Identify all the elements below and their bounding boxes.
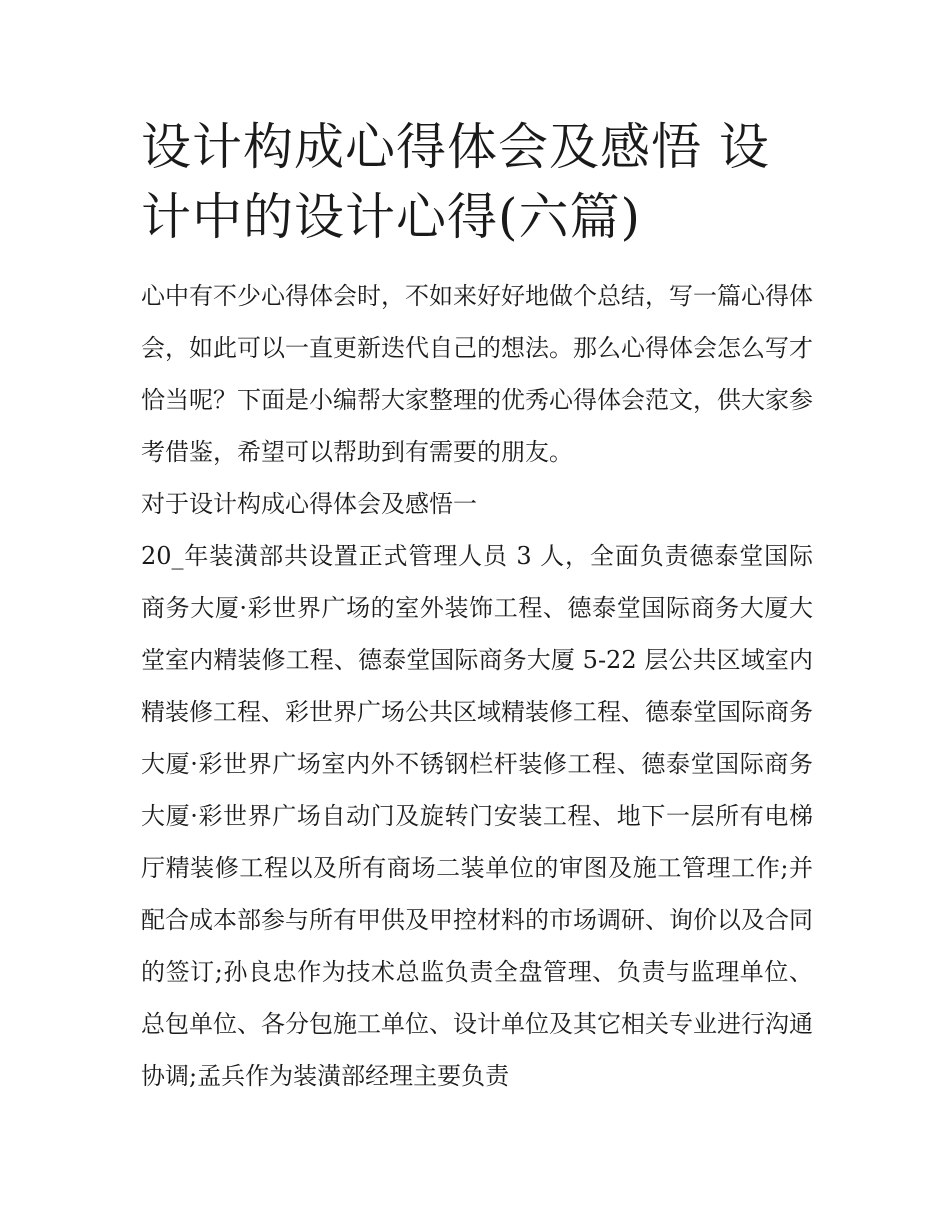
intro-paragraph: 心中有不少心得体会时，不如来好好地做个总结，写一篇心得体会，如此可以一直更新迭代自己的想法。那么心得体会怎么写才恰当呢？下面是小编帮大家整理的优秀心得体会范文，供大家参考借鉴，希望可以帮助到有需要的朋友。	[141, 282, 813, 466]
body-paragraph: 20_年装潢部共设置正式管理人员 3 人，全面负责德泰堂国际商务大厦·彩世界广场的室外装饰工程、德泰堂国际商务大厦大堂室内精装修工程、德泰堂国际商务大厦 5-22 层公共区域室内精装修工程、彩世界广场公共区域精装修工程、德泰堂国际商务大厦·彩世界广场室内外不锈钢栏杆装修工程、德泰堂国际商务大厦·彩世界广场自动门及旋转门安装工程、地下一层所有电梯厅精装修工程以及所有商场二装单位的审图及施工管理工作;并配合成本部参与所有甲供及甲控材料的市场调研、询价以及合同的签订;孙良忠作为技术总监负责全盘管理、负责与监理单位、总包单位、各分包施工单位、设计单位及其它相关专业进行沟通协调;孟兵作为装潢部经理主要负责	[141, 542, 813, 1090]
section-heading: 对于设计构成心得体会及感悟一	[141, 490, 477, 518]
document-title: 设计构成心得体会及感悟 设计中的设计心得(六篇)	[141, 118, 770, 246]
document-page	[141, 112, 813, 1102]
